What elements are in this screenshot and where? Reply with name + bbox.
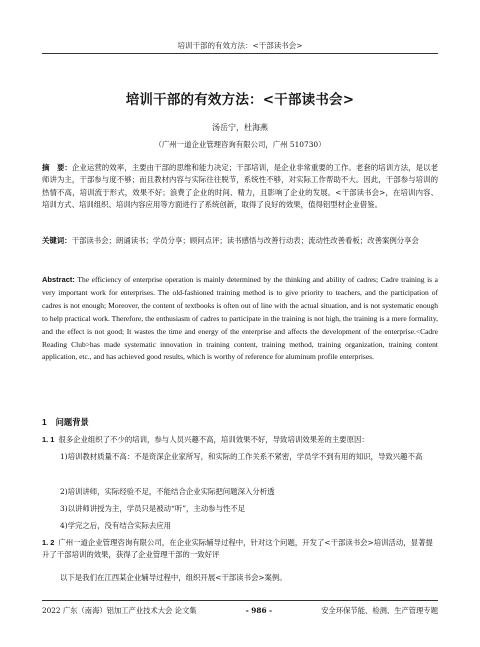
abstract-en-label: Abstract: [42,275,75,284]
subsection-number: 1. 1 [42,435,55,444]
list-item: 2)培训讲师，实际经验不足，不能结合企业实际把问题深入分析透 [60,487,275,496]
keywords-cn-label: 关键词： [42,236,72,245]
affiliation: （广州一道企业管理咨询有限公司，广州 510730） [154,140,326,149]
keywords-cn-text: 干部读书会；朗诵读书；学员分享；顾问点评；读书感悟与改善行动表；流动性改善看板；改善案例分享会 [71,236,419,245]
list-item: 3)以讲师讲授为主，学员只是被动“听”，主动参与性不足 [60,504,246,513]
abstract-cn [42,162,438,212]
section-number: 1 [42,417,47,427]
paragraph-1-2 [42,537,438,562]
footer-proceedings: 2022 广东（南海）铝加工产业技术大会 论文集 [42,606,197,615]
page-number: - 986 - [245,606,273,615]
abstract-cn-label: 摘 要： [42,163,72,172]
footer-topic: 安全环保节能、检测、生产管理专题 [321,606,438,615]
paper-title: 培训干部的有效方法：<干部读书会> [125,92,355,108]
paragraph-1-1 [42,434,438,446]
subsection-number: 1. 2 [42,538,55,547]
paragraph-text: 很多企业组织了不少的培训，参与人员兴趣不高，培训效果不好，导致培训效果差的主要原因： [58,435,369,444]
paragraph-text: 以下是我们在江西某企业辅导过程中，组织开展<干部读书会>案例。 [60,573,287,582]
footer-rule [42,600,438,601]
running-header: 培训干部的有效方法：<干部读书会> [177,41,303,50]
page-footer [42,606,438,616]
authors: 汤岳宁，杜海燕 [212,123,268,132]
section-title: 问题背景 [55,417,89,427]
abstract-cn-text: 企业运营的效率，主要由干部的思维和能力决定；干部培训，是企业非常重要的工作。老套的培训方法，是以老师讲为主，干部参与度不够；而且教材内容与实际往往脱节，系统性不够，对实际工作帮助不大。因此，干部参与培训的热情不高，培训流于形式，效果不好；浪费了企业的时间、精力，且影响了企业的发展。<干部读书会>，在培训内容、培训方式、培训组织、培训内容应用等方面进行了系统创新，取得了良好的效果，值得铝型材企业借鉴。 [42,163,438,210]
list-item: 4)学完之后，没有结合实际去应用 [60,521,172,530]
header-rule [42,53,438,54]
section-heading [42,416,89,428]
keywords-cn [42,235,438,247]
paragraph-text: 广州一道企业管理咨询有限公司，在企业实际辅导过程中，针对这个问题，开发了<干部读书会>培训活动，显著提升了干部培训的效果，获得了企业管理干部的一致好评 [42,538,433,560]
abstract-en-text: The efficiency of enterprise operation is mainly determined by the thinking and ability of cadres; Cadre training is a very important work for enterprises. The old-fashioned training method is to give priority to teachers, and the participation of cadres is not enough; Moreover, the content of textbooks is often out of line with the actual situation, and is not systematic enough to help practical work. Therefore, the enthusiasm of cadres to participate in the training is not high, the training is a mere formality, and the effect is not good; It wastes the time and energy of the enterprise and affects the development of the enterprise.<Cadre Reading Club>has made systematic innovation in training content, training method, training organization, training content application, etc., and has achieved good results, which is worthy of reference for aluminum profile enterprises. [42,275,438,362]
list-item: 1)培训教材质量不高：不是资深企业家所写，和实际的工作关系不紧密，学员学不到有用的知识，导致兴趣不高 [60,452,423,461]
abstract-en [42,274,438,364]
